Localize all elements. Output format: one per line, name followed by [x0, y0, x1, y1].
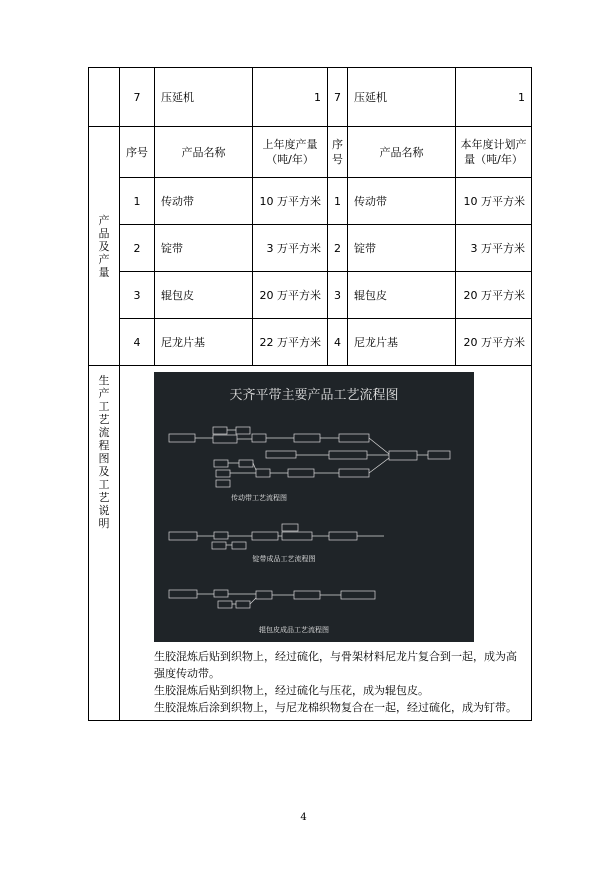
flowchart-svg [154, 372, 474, 642]
equip-no-right: 7 [328, 68, 348, 127]
section-process-label: 生产工艺流程图及工艺说明 [89, 366, 120, 721]
product-no-left: 4 [120, 319, 155, 366]
product-name-left: 尼龙片基 [155, 319, 253, 366]
blank-cell [89, 68, 120, 127]
product-no-left: 1 [120, 178, 155, 225]
equip-name-right: 压延机 [348, 68, 456, 127]
process-description [120, 648, 531, 720]
equipment-product-table [88, 67, 532, 721]
equip-qty-left: 1 [253, 68, 328, 127]
flowchart-title: 天齐平带主要产品工艺流程图 [229, 388, 399, 403]
section-products-label: 产品及产量 [89, 127, 120, 366]
flow-caption-2: 锭带成品工艺流程图 [252, 555, 316, 563]
description-line: 生胶混炼后涂到织物上，与尼龙棉织物复合在一起，经过硫化，成为钉带。 [154, 701, 517, 714]
equip-qty-right: 1 [456, 68, 532, 127]
product-qty-right: 20 万平方米 [456, 272, 532, 319]
header-no-left: 序号 [120, 127, 155, 178]
product-name-right: 辊包皮 [348, 272, 456, 319]
equip-no-left: 7 [120, 68, 155, 127]
product-no-right: 4 [328, 319, 348, 366]
product-name-left: 辊包皮 [155, 272, 253, 319]
header-no-right: 序号 [328, 127, 348, 178]
product-qty-right: 20 万平方米 [456, 319, 532, 366]
product-no-right: 2 [328, 225, 348, 272]
flow-diagram-2 [169, 524, 384, 549]
page-number: 4 [300, 812, 307, 823]
flow-diagram-1 [169, 427, 450, 487]
product-no-right: 3 [328, 272, 348, 319]
product-name-left: 锭带 [155, 225, 253, 272]
equip-name-left: 压延机 [155, 68, 253, 127]
product-no-left: 3 [120, 272, 155, 319]
process-flowchart [154, 372, 474, 642]
product-name-right: 传动带 [348, 178, 456, 225]
header-qty-left: 上年度产量（吨/年） [253, 127, 328, 178]
flow-caption-1: 传动带工艺流程图 [231, 494, 287, 502]
header-qty-right: 本年度计划产量（吨/年） [456, 127, 532, 178]
flow-diagram-3 [169, 590, 375, 608]
product-name-left: 传动带 [155, 178, 253, 225]
product-qty-left: 20 万平方米 [253, 272, 328, 319]
product-no-left: 2 [120, 225, 155, 272]
header-name-right: 产品名称 [348, 127, 456, 178]
product-qty-left: 22 万平方米 [253, 319, 328, 366]
product-name-right: 锭带 [348, 225, 456, 272]
header-name-left: 产品名称 [155, 127, 253, 178]
product-name-right: 尼龙片基 [348, 319, 456, 366]
flow-caption-3: 辊包皮成品工艺流程图 [259, 626, 329, 634]
process-cell [120, 366, 532, 721]
description-line: 生胶混炼后贴到织物上，经过硫化与压花，成为辊包皮。 [154, 684, 429, 697]
product-qty-right: 10 万平方米 [456, 178, 532, 225]
product-no-right: 1 [328, 178, 348, 225]
product-qty-right: 3 万平方米 [456, 225, 532, 272]
description-line: 生胶混炼后贴到织物上，经过硫化，与骨架材料尼龙片复合到一起，成为高强度传动带。 [154, 650, 517, 680]
product-qty-left: 3 万平方米 [253, 225, 328, 272]
product-qty-left: 10 万平方米 [253, 178, 328, 225]
